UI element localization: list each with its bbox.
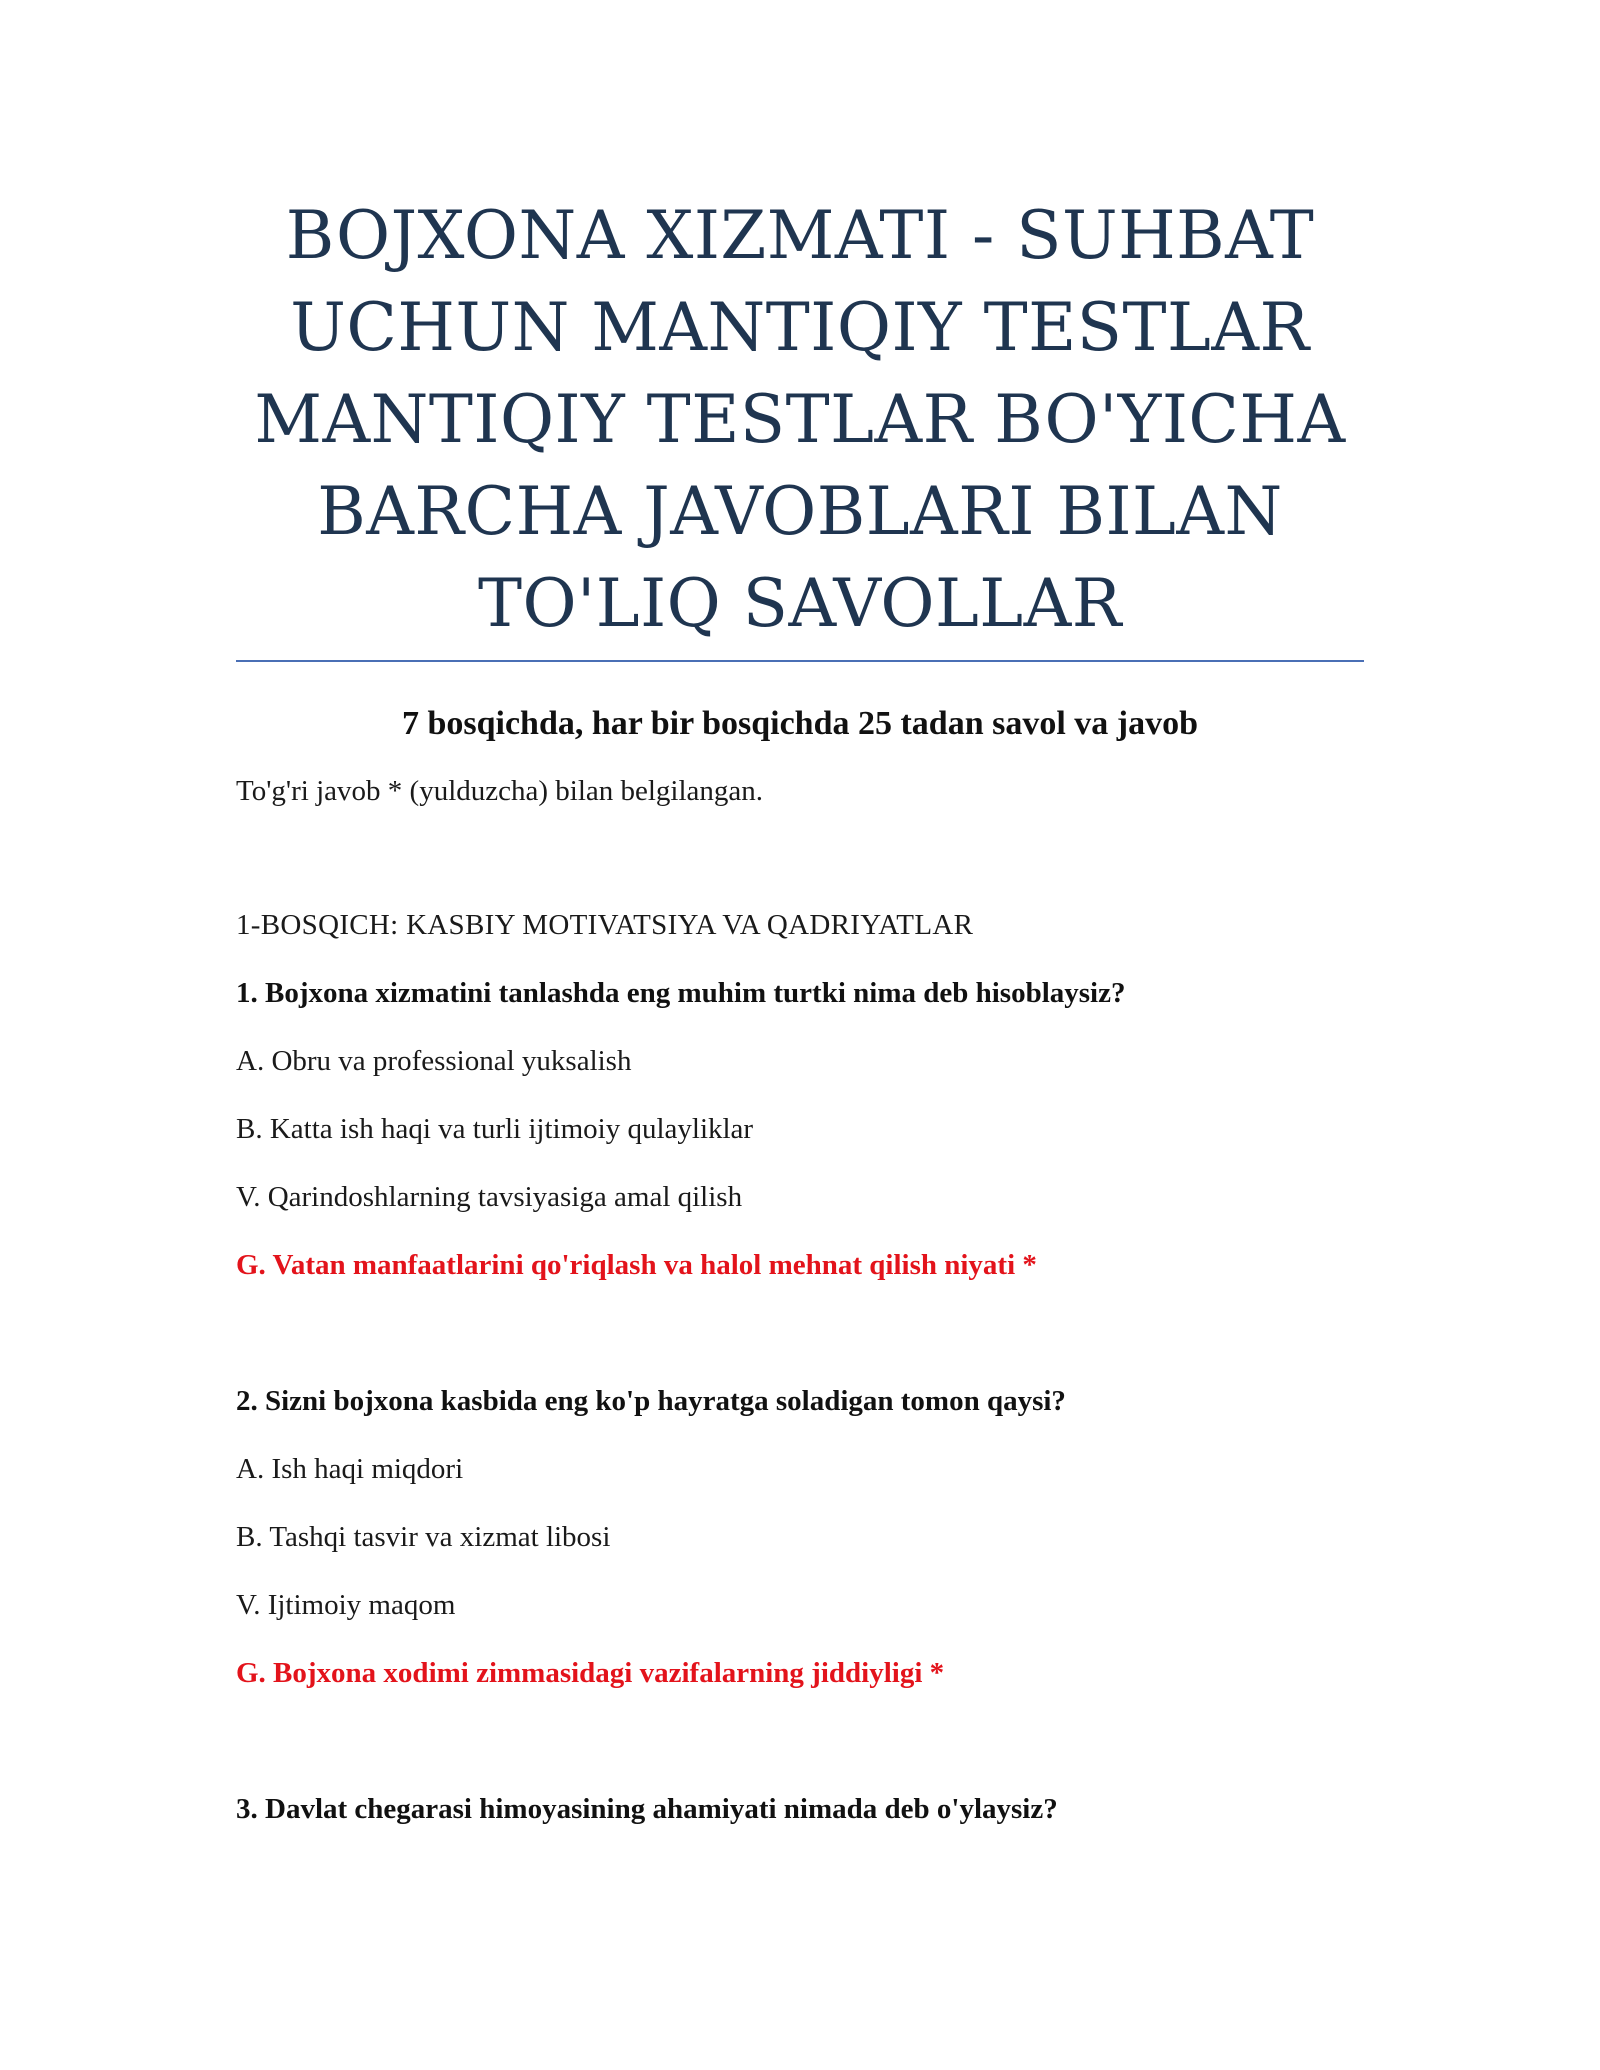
- title-line: TO'LIQ SAVOLLAR: [478, 565, 1122, 642]
- document-content: [236, 190, 1364, 1826]
- answer-key-note: To'g'ri javob * (yulduzcha) bilan belgilangan.: [236, 775, 764, 807]
- title-divider: [236, 660, 1364, 662]
- question-2: 2. Sizni bojxona kasbida eng ko'p hayratga soladigan tomon qaysi?: [236, 1385, 1066, 1417]
- document-title: [236, 190, 1364, 650]
- section-heading: 1-BOSQICH: KASBIY MOTIVATSIYA VA QADRIYATLAR: [236, 909, 974, 941]
- option-g-correct: G. Vatan manfaatlarini qo'riqlash va halol mehnat qilish niyati *: [236, 1249, 1037, 1281]
- option-a: A. Ish haqi miqdori: [236, 1453, 464, 1485]
- option-b: B. Tashqi tasvir va xizmat libosi: [236, 1521, 611, 1553]
- option-v: V. Qarindoshlarning tavsiyasiga amal qilish: [236, 1181, 743, 1213]
- title-line: BOJXONA XIZMATI - SUHBAT: [285, 197, 1315, 274]
- title-line: UCHUN MANTIQIY TESTLAR: [290, 289, 1310, 366]
- document-subtitle: 7 bosqichda, har bir bosqichda 25 tadan savol va javob: [401, 705, 1199, 742]
- title-line: MANTIQIY TESTLAR BO'YICHA: [254, 381, 1346, 458]
- option-g-correct: G. Bojxona xodimi zimmasidagi vazifalarning jiddiyligi *: [236, 1657, 945, 1689]
- option-v: V. Ijtimoiy maqom: [236, 1589, 456, 1621]
- question-3: 3. Davlat chegarasi himoyasining ahamiyati nimada deb o'ylaysiz?: [236, 1793, 1058, 1825]
- option-a: A. Obru va professional yuksalish: [236, 1045, 632, 1077]
- option-b: B. Katta ish haqi va turli ijtimoiy qulayliklar: [236, 1113, 754, 1145]
- title-line: BARCHA JAVOBLARI BILAN: [317, 473, 1283, 550]
- question-1: 1. Bojxona xizmatini tanlashda eng muhim turtki nima deb hisoblaysiz?: [236, 977, 1126, 1009]
